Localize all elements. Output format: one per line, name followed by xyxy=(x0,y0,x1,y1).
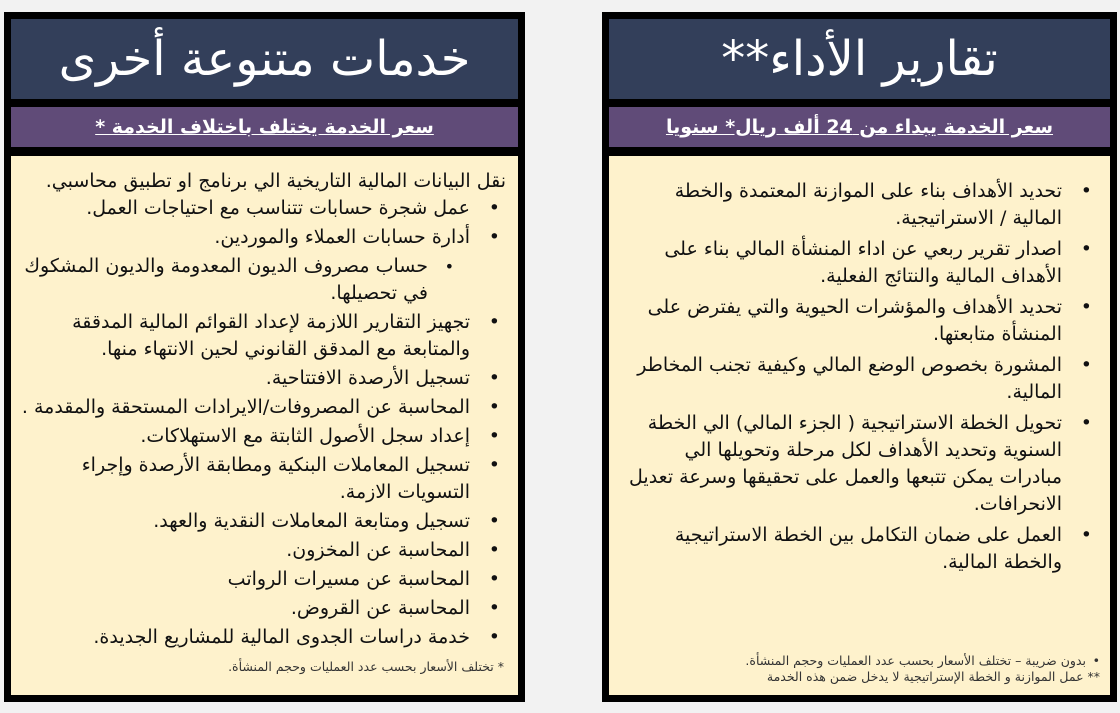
list-item: • أدارة حسابات العملاء والموردين. xyxy=(19,224,470,251)
other-services-price: سعر الخدمة يختلف باختلاف الخدمة * xyxy=(95,116,434,138)
list-item: • تسجيل المعاملات البنكية ومطابقة الأرصدة وإجراء التسويات الازمة. xyxy=(19,452,470,506)
list-item: • خدمة دراسات الجدوى المالية للمشاريع الجديدة. xyxy=(19,624,470,651)
performance-reports-card xyxy=(602,12,1117,702)
footnote-scope: ** عمل الموازنة و الخطة الإستراتيجية لا يدخل ضمن هذه الخدمة xyxy=(766,669,1100,684)
performance-reports-price: سعر الخدمة يبداء من 24 ألف ريال* سنويا xyxy=(665,116,1054,138)
list-item: • المحاسبة عن المصروفات/الايرادات المستحقة والمقدمة . xyxy=(19,394,470,421)
performance-reports-title: تقارير الأداء** xyxy=(721,31,998,87)
list-item: • اصدار تقرير ربعي عن اداء المنشأة المالي بناء على الأهداف المالية والنتائج الفعلية. xyxy=(623,236,1062,290)
list-item: • تسجيل ومتابعة المعاملات النقدية والعهد. xyxy=(19,508,470,535)
bullet-icon: • xyxy=(1092,653,1100,668)
performance-reports-footnotes xyxy=(640,653,1100,685)
performance-reports-header xyxy=(609,19,1110,99)
list-item: • إعداد سجل الأصول الثابتة مع الاستهلاكات. xyxy=(19,423,470,450)
other-services-header xyxy=(11,19,518,99)
other-services-card xyxy=(4,12,525,702)
list-item: • تحديد الأهداف بناء على الموازنة المعتمدة والخطة المالية / الاستراتيجية. xyxy=(623,178,1062,232)
list-item: • تجهيز التقارير اللازمة لإعداد القوائم المالية المدققة والمتابعة مع المدقق القانوني لحين الانتهاء منها. xyxy=(19,309,470,363)
footnote-pricing: • بدون ضريبة – تختلف الأسعار بحسب عدد العمليات وحجم المنشأة. xyxy=(745,653,1100,668)
list-item: • تحديد الأهداف والمؤشرات الحيوية والتي يفترض على المنشأة متابعتها. xyxy=(623,294,1062,348)
list-item: • المشورة بخصوص الوضع المالي وكيفية تجنب المخاطر المالية. xyxy=(623,352,1062,406)
list-item: • حساب مصروف الديون المعدومة والديون المشكوك في تحصيلها. xyxy=(19,253,428,307)
other-services-price-bar xyxy=(11,107,518,147)
other-services-list xyxy=(19,168,506,651)
list-item: • العمل على ضمان التكامل بين الخطة الاستراتيجية والخطة المالية. xyxy=(623,522,1062,576)
list-item: نقل البيانات المالية التاريخية الي برنامج او تطبيق محاسبي. xyxy=(45,170,506,192)
other-services-body xyxy=(11,156,518,695)
list-item: • عمل شجرة حسابات تتناسب مع احتياجات العمل. xyxy=(19,195,470,222)
list-item: • المحاسبة عن القروض. xyxy=(19,595,470,622)
other-services-title: خدمات متنوعة أخرى xyxy=(58,31,471,87)
performance-reports-body xyxy=(609,156,1110,695)
other-services-footnote: * تختلف الأسعار بحسب عدد العمليات وحجم المنشأة. xyxy=(228,659,504,674)
list-item: • تسجيل الأرصدة الافتتاحية. xyxy=(19,365,470,392)
list-item: • تحويل الخطة الاستراتيجية ( الجزء المالي) الي الخطة السنوية وتحديد الأهداف لكل مرحلة وتحويلها الي مبادرات يمكن تتبعها والعمل على تحقيقها وسرعة تعديل الانحرافات. xyxy=(623,410,1062,518)
list-item: • المحاسبة عن مسيرات الرواتب xyxy=(19,566,470,593)
performance-reports-price-bar xyxy=(609,107,1110,147)
list-item: • المحاسبة عن المخزون. xyxy=(19,537,470,564)
performance-reports-list xyxy=(623,178,1062,576)
